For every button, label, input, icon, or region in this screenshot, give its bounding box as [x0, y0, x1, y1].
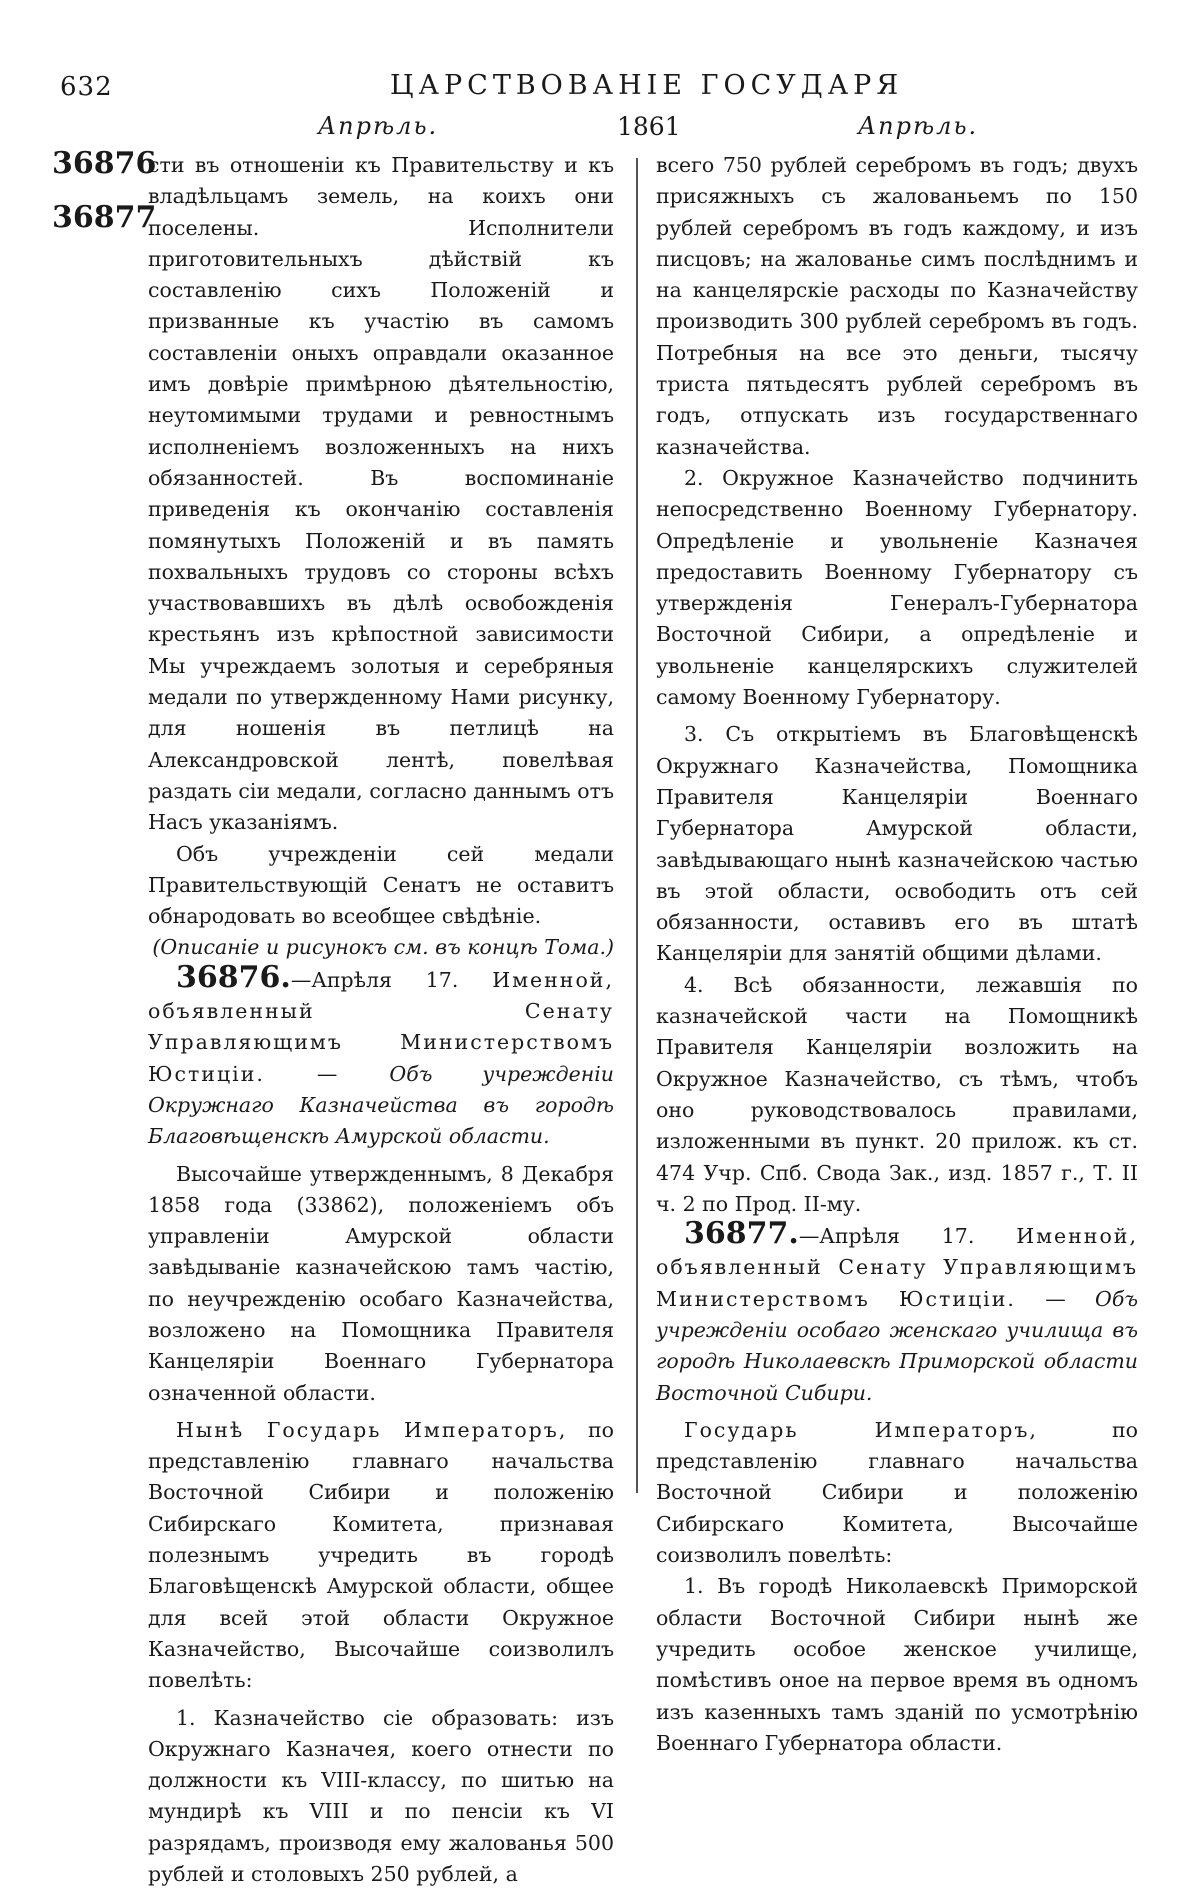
left-paragraph-decree — [148, 1415, 614, 1697]
left-paragraph-point-1: 1. Казначейство сіе образовать: изъ Окружнаго Казначея, коего отнести по должности къ VIII-классу, по шитью на мундирѣ къ VIII и по пенсіи къ VI разрядамъ, производя ему жалованья 500 рублей и столовыхъ 250 рублей, а — [148, 1705, 614, 1887]
year: 1861 — [617, 112, 681, 141]
page-number: 632 — [60, 72, 113, 102]
column-divider — [636, 158, 638, 1493]
right-paragraph-point-2: 2. Окружное Казначейство подчинить непосредственно Военному Губернатору. Опредѣленіе и увольненіе Казначея предоставить Военному Губернатору съ утвержденія Генералъ-Губернатора Восточной Сибири, а опредѣленіе и увольненіе канцелярскихъ служителей самому Военному Губернатору. — [656, 465, 1138, 710]
right-paragraph-point-1: 1. Въ городѣ Николаевскѣ Приморской области Восточной Сибири нынѣ же учредить особое женское училище, помѣстивъ оное на первое время въ одномъ изъ казенныхъ тамъ зданій по усмотрѣнію Военнаго Губернатора области. — [656, 1574, 1138, 1755]
entry-heading-36876 — [148, 959, 614, 1153]
month-right: Апрѣль. — [858, 112, 979, 140]
entry-number: 36876. — [176, 959, 291, 995]
month-left: Апрѣль. — [318, 112, 439, 140]
right-column — [656, 150, 1138, 1759]
right-paragraph-continuation: всего 750 рублей серебромъ въ годъ; двухъ присяжныхъ съ жалованьемъ по 150 рублей серебромъ въ годъ каждому, и изъ писцовъ; на жалованье симъ послѣднимъ и на канцелярскіе расходы по Казначейству производить 300 рублей серебромъ въ годъ. Потребныя на все это деньги, тысячу триста пятьдесятъ рублей серебромъ въ годъ, отпускать изъ государственнаго казначейства. — [656, 153, 1138, 459]
left-reference-note: (Описаніе и рисунокъ см. въ концѣ Тома.) — [152, 935, 614, 960]
left-paragraph-publication: Объ учрежденіи сей медали Правительствующій Сенатъ не оставитъ обнародовать во всеобщее свѣдѣніе. — [148, 841, 614, 929]
entry-type: Именной, объявленный Сенату Управляющимъ Министерствомъ Юстиціи. — — [148, 967, 614, 1086]
decree-lead: Государь Императоръ, — [684, 1417, 1038, 1442]
left-paragraph-background: Высочайше утвержденнымъ, 8 Декабря 1858 года (33862), положеніемъ объ управленіи Амурской области завѣдываніе казначейскою тамъ частію, по неучрежденію особаго Казначейства, возложено на Помощника Правителя Канцеляріи Военнаго Губернатора означенной области. — [148, 1161, 614, 1405]
margin-number-second: 36877 — [52, 200, 157, 235]
entry-title: Объ учрежденіи Окружнаго Казначейства въ городѣ Благовѣщенскѣ Амурской области. — [148, 1061, 614, 1149]
right-paragraph-point-4: 4. Всѣ обязанности, лежавшія по казначейской части на Помощникѣ Правителя Канцеляріи возложить на Окружное Казначейство, съ тѣмъ, чтобъ оно руководствовалось правилами, изложенными въ пункт. 20 прилож. къ ст. 474 Учр. Спб. Свода Зак., изд. 1857 г., Т. II ч. 2 по Прод. II-му. — [656, 972, 1138, 1216]
margin-number-first: 36876 — [52, 146, 157, 181]
entry-type: Именной, объявленный Сенату Управляющимъ Министерствомъ Юстиціи. — — [656, 1224, 1138, 1311]
entry-heading-36877 — [656, 1216, 1138, 1409]
running-title: ЦАРСТВОВАНІЕ ГОСУДАРЯ — [390, 70, 904, 101]
decree-lead: Нынѣ Государь Императоръ, — [176, 1417, 568, 1442]
left-paragraph-continuation: сти въ отношеніи къ Правительству и къ владѣльцамъ земель, на коихъ они поселены. Исполнители приготовительныхъ дѣйствій къ составленію сихъ Положеній и призванные къ участію въ самомъ составленіи оныхъ оправдали оказанное имъ довѣріе примѣрною дѣятельностію, неутомимыми трудами и ревностнымъ исполненіемъ возложенныхъ на нихъ обязанностей. Въ воспоминаніе приведенія къ окончанію составленія помянутыхъ Положеній и въ память похвальныхъ трудовъ со стороны всѣхъ участвовавшихъ въ дѣлѣ освобожденія крестьянъ изъ крѣпостной зависимости Мы учреждаемъ золотыя и серебряныя медали по утвержденному Нами рисунку, для ношенія въ петлицѣ на Александровской лентѣ, повелѣвая раздать сіи медали, согласно даннымъ отъ Насъ указаніямъ. — [148, 153, 614, 835]
entry-title: Объ учрежденіи особаго женскаго училища въ городѣ Николаевскѣ Приморской области Восточной Сибири. — [656, 1286, 1138, 1405]
entry-date: —Апрѣля 17. — [798, 1224, 975, 1249]
entry-date: —Апрѣля 17. — [290, 967, 459, 992]
right-paragraph-decree — [656, 1415, 1138, 1571]
decree-text: по представленію главнаго начальства Восточной Сибири и положенію Сибирскаго Комитета, признавая полезнымъ учредить въ городѣ Благовѣщенскѣ Амурской области, общее для всей этой области Окружное Казначейство, Высочайше соизволилъ повелѣть: — [148, 1417, 614, 1693]
left-column — [148, 150, 614, 1890]
entry-number: 36877. — [684, 1216, 799, 1252]
right-paragraph-point-3: 3. Съ открытіемъ въ Благовѣщенскѣ Окружнаго Казначейства, Помощника Правителя Канцеляріи Военнаго Губернатора Амурской области, завѣдывающаго нынѣ казначейскою частью въ этой области, освободить отъ сей обязанности, оставивъ его въ штатѣ Канцеляріи для занятій общими дѣлами. — [656, 722, 1138, 966]
decree-text: по представленію главнаго начальства Восточной Сибири и положенію Сибирскаго Комитета, Высочайше соизволилъ повелѣть: — [656, 1417, 1138, 1568]
